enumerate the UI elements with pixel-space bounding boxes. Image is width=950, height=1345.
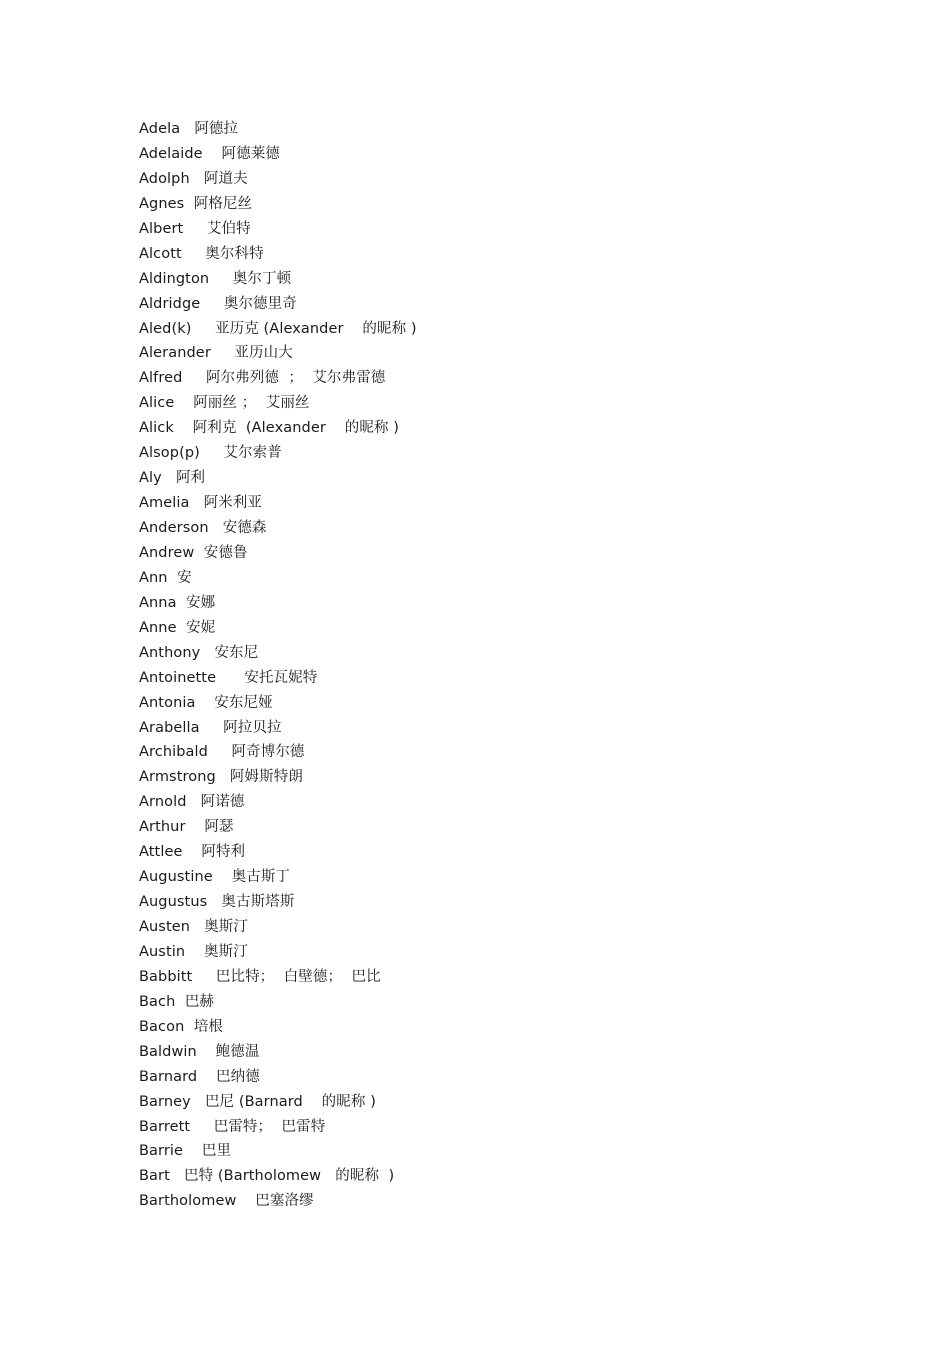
list-item: Austen 奥斯汀 xyxy=(139,919,248,935)
list-item: Augustus 奥古斯塔斯 xyxy=(139,894,295,911)
list-item: Arabella 阿拉贝拉 xyxy=(139,719,282,736)
list-item: Alice 阿丽丝 ； 艾丽丝 xyxy=(139,395,310,412)
list-item: Ann 安 xyxy=(139,569,192,586)
list-item: Andrew 安德鲁 xyxy=(139,544,248,561)
list-item: Adela 阿德拉 xyxy=(139,121,239,137)
list-item: Alerander 亚历山大 xyxy=(139,345,293,362)
list-item: Arthur 阿瑟 xyxy=(139,819,234,836)
list-item: Babbitt 巴比特； 白壁德； 巴比 xyxy=(139,968,381,985)
list-item: Anthony 安东尼 xyxy=(139,644,259,661)
list-item: Anderson 安德森 xyxy=(139,520,267,536)
list-item: Baldwin 鲍德温 xyxy=(139,1043,260,1060)
list-item: Bach 巴赫 xyxy=(139,993,215,1010)
list-item: Antonia 安东尼娅 xyxy=(139,694,273,711)
list-item: Barrie 巴里 xyxy=(139,1143,232,1160)
list-item: Albert 艾伯特 xyxy=(139,220,251,237)
list-item: Aly 阿利 xyxy=(139,470,206,487)
list-item: Barnard 巴纳德 xyxy=(139,1068,260,1085)
list-item: Archibald 阿奇博尔德 xyxy=(139,744,305,761)
list-item: Anne 安妮 xyxy=(139,619,216,636)
list-item: Barney 巴尼 (Barnard 的昵称 ) xyxy=(139,1093,376,1110)
list-item: Agnes 阿格尼丝 xyxy=(139,195,253,212)
list-item: Aled(k) 亚历克 (Alexander 的昵称 ) xyxy=(139,320,417,337)
list-item: Barrett 巴雷特； 巴雷特 xyxy=(139,1118,326,1135)
list-item: Adelaide 阿德莱德 xyxy=(139,145,280,162)
list-item: Bart 巴特 (Bartholomew 的昵称 ) xyxy=(139,1168,395,1185)
list-item: Aldridge 奥尔德里奇 xyxy=(139,295,297,312)
list-item: Anna 安娜 xyxy=(139,594,216,611)
list-item: Attlee 阿特利 xyxy=(139,844,246,861)
list-item: Augustine 奥古斯丁 xyxy=(139,869,291,886)
list-item: Antoinette 安托瓦妮特 xyxy=(139,669,318,686)
list-item: Arnold 阿诺德 xyxy=(139,794,245,811)
name-translation-list xyxy=(139,117,417,1214)
list-item: Austin 奥斯汀 xyxy=(139,943,248,960)
list-item: Alick 阿利克 (Alexander 的昵称 ) xyxy=(139,420,400,437)
list-item: Alsop(p) 艾尔索普 xyxy=(139,445,282,462)
list-item: Alcott 奥尔科特 xyxy=(139,245,264,262)
list-item: Adolph 阿道夫 xyxy=(139,170,248,187)
list-item: Aldington 奥尔丁顿 xyxy=(139,270,292,287)
list-item: Armstrong 阿姆斯特朗 xyxy=(139,769,303,786)
list-item: Amelia 阿米利亚 xyxy=(139,495,263,512)
list-item: Bartholomew 巴塞洛缪 xyxy=(139,1193,314,1210)
list-item: Bacon 培根 xyxy=(139,1018,223,1035)
list-item: Alfred 阿尔弗列德 ； 艾尔弗雷德 xyxy=(139,370,386,387)
